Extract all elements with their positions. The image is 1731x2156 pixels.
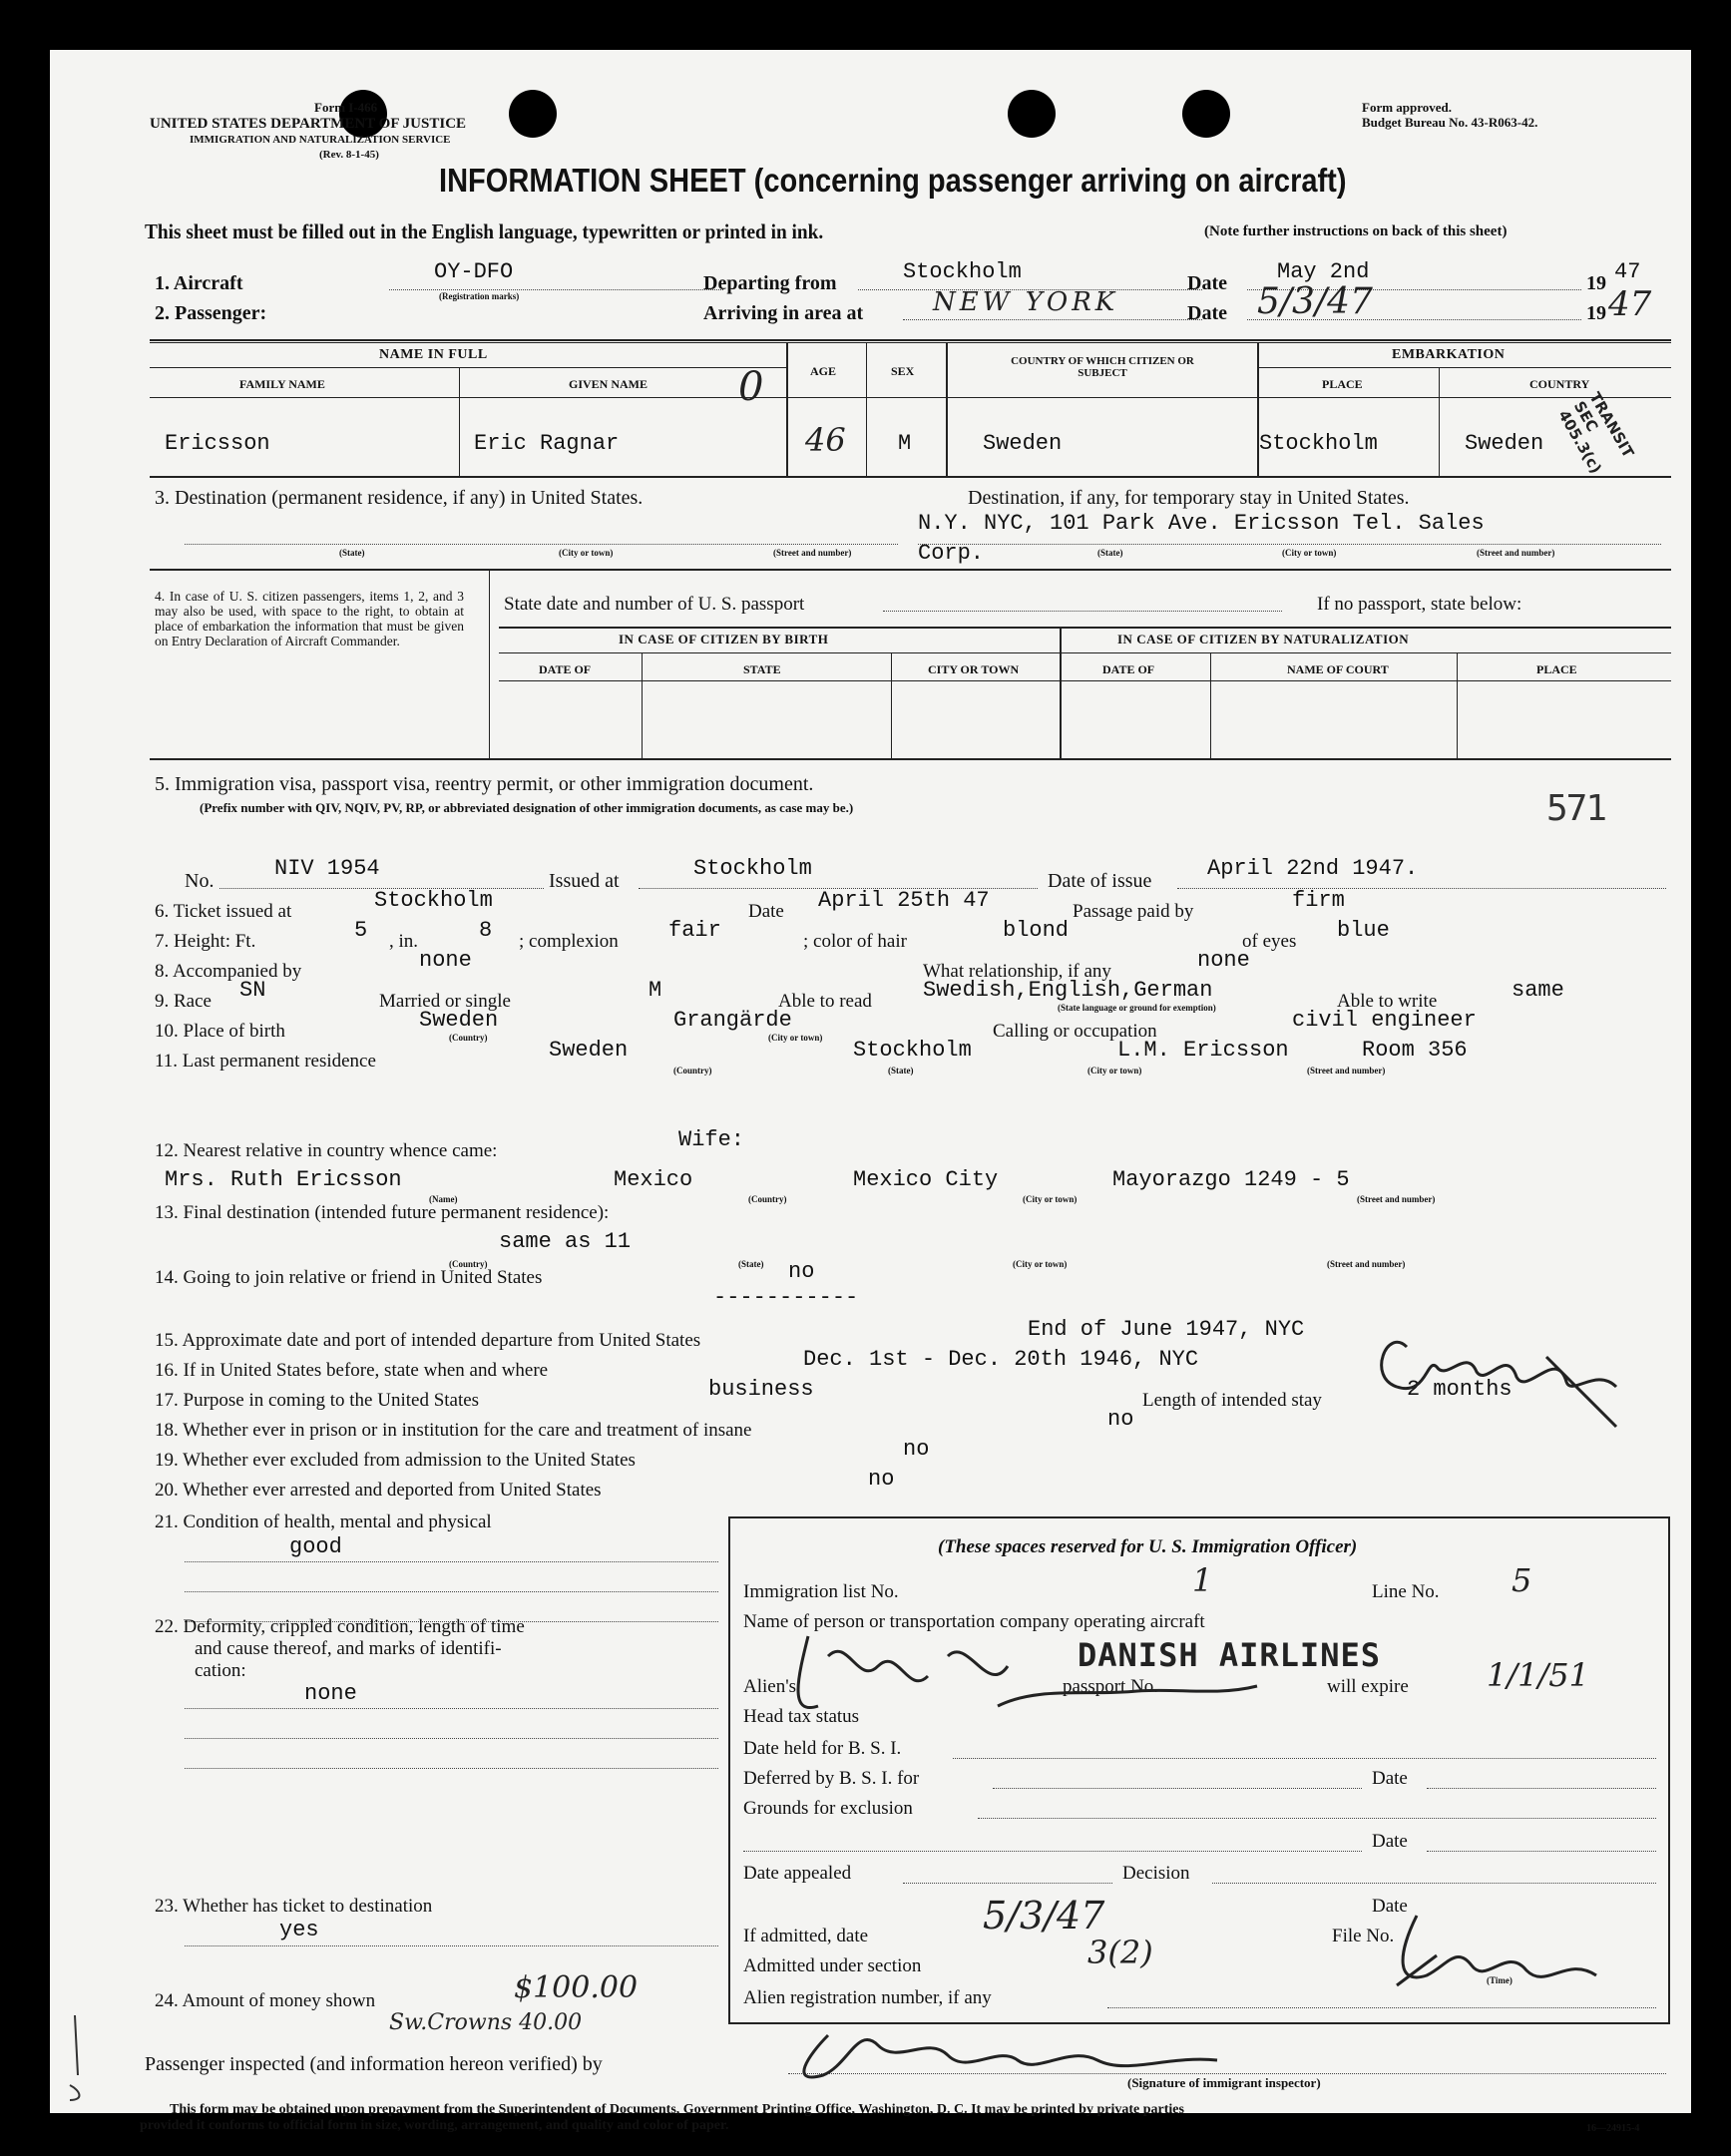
length-of-stay-label: Length of intended stay: [1142, 1390, 1322, 1411]
alien-label: Alien's: [743, 1676, 797, 1697]
family-name-header: FAMILY NAME: [239, 377, 325, 391]
head-tax-label: Head tax status: [743, 1706, 860, 1727]
hair-value: blond: [1003, 918, 1070, 943]
margin-mark: [50, 2005, 110, 2105]
item21-label: 21. Condition of health, mental and physical: [155, 1511, 492, 1532]
temp-destination-line2: Corp.: [918, 541, 985, 566]
ticket-date-label: Date: [748, 901, 784, 922]
year-value: 47: [1614, 259, 1641, 284]
embarkation-place-value: Stockholm: [1259, 431, 1378, 456]
item7-label: 7. Height: Ft.: [155, 931, 256, 952]
col-city-or-town: CITY OR TOWN: [928, 662, 1020, 676]
residence-country-caption: (Country): [673, 1066, 712, 1076]
departing-label: Departing from: [703, 272, 837, 294]
punch-hole: [1182, 90, 1230, 138]
officer-box-title: (These spaces reserved for U. S. Immigration Officer): [938, 1536, 1358, 1557]
item9-label: 9. Race: [155, 991, 212, 1012]
item10-label: 10. Place of birth: [155, 1021, 285, 1042]
name-in-full-header: NAME IN FULL: [379, 347, 488, 362]
prison-value: no: [1107, 1407, 1134, 1432]
service: IMMIGRATION AND NATURALIZATION SERVICE: [190, 134, 451, 146]
birth-city-value: Grangärde: [673, 1008, 792, 1033]
street-caption-temp: (Street and number): [1477, 548, 1555, 558]
ticket-issued-value: Stockholm: [374, 888, 493, 913]
final-city-caption: (City or town): [1013, 1259, 1068, 1269]
form-title: INFORMATION SHEET (concerning passenger arriving on aircraft): [439, 162, 1347, 199]
item6-label: 6. Ticket issued at: [155, 901, 292, 922]
officer-initials-signature: [1367, 1287, 1686, 1447]
eyes-label: of eyes: [1242, 931, 1297, 952]
join-relative-value: no: [788, 1259, 815, 1284]
birth-city-caption: (City or town): [768, 1033, 823, 1043]
language-caption: (State language or ground for exemption): [1058, 1003, 1216, 1013]
item22-label-a: 22. Deformity, crippled condition, length of time: [155, 1616, 525, 1637]
footer-line2: provided it conforms to official form in size, wording, arrangement, and quality and color of paper.: [140, 2118, 729, 2133]
aircraft-value: OY-DFO: [434, 259, 514, 284]
alien-signature-scribble: [758, 1596, 1317, 1746]
complexion-value: fair: [668, 918, 721, 943]
passage-paid-label: Passage paid by: [1073, 901, 1194, 922]
item12-label: 12. Nearest relative in country whence came:: [155, 1140, 498, 1161]
relative-street: Mayorazgo 1249 - 5: [1112, 1167, 1350, 1192]
us-passport-label: State date and number of U. S. passport: [504, 594, 805, 615]
item17-label: 17. Purpose in coming to the United States: [155, 1390, 480, 1411]
passenger-label: 2. Passenger:: [155, 302, 267, 324]
height-ft-value: 5: [354, 918, 368, 943]
item11-label: 11. Last permanent residence: [155, 1051, 376, 1072]
item19-label: 19. Whether ever excluded from admission to the United States: [155, 1450, 636, 1471]
item3-temp-label: Destination, if any, for temporary stay in United States.: [968, 487, 1410, 509]
alien-registration-label: Alien registration number, if any: [743, 1987, 992, 2008]
excluded-value: no: [903, 1437, 930, 1462]
item13-label: 13. Final destination (intended future permanent residence):: [155, 1202, 610, 1223]
final-destination-value: same as 11: [499, 1229, 632, 1254]
col-nat-date-of: DATE OF: [1102, 662, 1155, 676]
form-approved: Form approved.: [1362, 100, 1453, 115]
embarkation-country-value: Sweden: [1465, 431, 1544, 456]
passport-no-label: passport No.: [1063, 1676, 1159, 1697]
issued-at-value: Stockholm: [693, 856, 812, 881]
item3-label: 3. Destination (permanent residence, if any) in United States.: [155, 487, 644, 509]
final-country-caption: (Country): [449, 1259, 488, 1269]
final-state-caption: (State): [738, 1259, 764, 1269]
age-header: AGE: [810, 364, 837, 378]
date-of-issue-value: April 22nd 1947.: [1207, 856, 1419, 881]
race-value: SN: [239, 978, 266, 1003]
relative-name-caption: (Name): [429, 1194, 458, 1204]
money-value: $100.00: [514, 1970, 639, 2005]
relationship-value: none: [1197, 948, 1250, 973]
admitted-date-label: If admitted, date: [743, 1926, 869, 1946]
admitted-date-value: 5/3/47: [983, 1894, 1105, 1938]
join-relative-dashes: -----------: [713, 1285, 859, 1310]
footer-code: 16—24915-4: [1586, 2123, 1640, 2134]
revision: (Rev. 8-1-45): [319, 149, 379, 161]
admitted-section-value: 3(2): [1087, 1934, 1153, 1971]
departure-value: End of June 1947, NYC: [1028, 1317, 1305, 1342]
line-no-value: 5: [1512, 1561, 1532, 1599]
married-label: Married or single: [379, 991, 511, 1012]
date-label: Date: [1187, 272, 1227, 294]
age-value: 46: [805, 421, 846, 459]
handwritten-zero: 0: [738, 364, 764, 410]
held-bsi-label: Date held for B. S. I.: [743, 1738, 902, 1759]
city-caption: (City or town): [559, 548, 614, 558]
file-no-label: File No.: [1332, 1926, 1395, 1946]
immigration-list-value: 1: [1192, 1561, 1213, 1599]
temp-destination-line1: N.Y. NYC, 101 Park Ave. Ericsson Tel. Sales: [918, 511, 1485, 536]
residence-state-value: Stockholm: [853, 1038, 972, 1063]
residence-city-value: L.M. Ericsson: [1117, 1038, 1289, 1063]
arriving-label: Arriving in area at: [703, 302, 864, 324]
time-caption: (Time): [1487, 1975, 1513, 1985]
country-header: COUNTRY: [1529, 377, 1590, 391]
company-label: Name of person or transportation company operating aircraft: [743, 1611, 1205, 1632]
item18-label: 18. Whether ever in prison or in institution for the care and treatment of insane: [155, 1420, 752, 1441]
inspector-signature: [768, 2005, 1367, 2095]
admitted-section-label: Admitted under section: [743, 1955, 922, 1976]
final-street-caption: (Street and number): [1327, 1259, 1406, 1269]
able-to-write-value: same: [1512, 978, 1564, 1003]
residence-street-caption: (Street and number): [1307, 1066, 1386, 1076]
item5-prefix: (Prefix number with QIV, NQIV, PV, RP, or abbreviated designation of other immigration documents, as case may be.): [200, 800, 854, 815]
deported-value: no: [868, 1467, 895, 1492]
citizen-value: Sweden: [983, 431, 1063, 456]
place-header: PLACE: [1322, 377, 1363, 391]
citizen-birth-header: IN CASE OF CITIZEN BY BIRTH: [619, 632, 829, 647]
visa-no-label: No.: [185, 870, 215, 892]
health-value: good: [289, 1534, 342, 1559]
accompanied-value: none: [419, 948, 472, 973]
issued-at-label: Issued at: [549, 870, 620, 892]
visa-no-value: NIV 1954: [274, 856, 380, 881]
previous-visit-value: Dec. 1st - Dec. 20th 1946, NYC: [803, 1347, 1199, 1372]
department: UNITED STATES DEPARTMENT OF JUSTICE: [150, 116, 467, 132]
state-caption-temp: (State): [1097, 548, 1123, 558]
item15-label: 15. Approximate date and port of intended departure from United States: [155, 1330, 701, 1351]
file-signature: [1377, 1896, 1636, 2005]
punch-hole: [1008, 90, 1056, 138]
grounds-date-label: Date: [1372, 1831, 1408, 1852]
married-value: M: [649, 978, 662, 1003]
residence-state-caption: (State): [888, 1066, 914, 1076]
budget-bureau: Budget Bureau No. 43-R063-42.: [1362, 115, 1538, 130]
deformity-value: none: [304, 1681, 357, 1706]
relative-country-caption: (Country): [748, 1194, 787, 1204]
item8-label: 8. Accompanied by: [155, 961, 302, 982]
form-page: [50, 50, 1691, 2134]
col-state: STATE: [743, 662, 781, 676]
note: (Note further instructions on back of this sheet): [1204, 223, 1508, 239]
col-place: PLACE: [1536, 662, 1577, 676]
line-no-label: Line No.: [1372, 1581, 1440, 1602]
residence-city-caption: (City or town): [1087, 1066, 1142, 1076]
item24-label: 24. Amount of money shown: [155, 1990, 376, 2011]
departing-value: Stockholm: [903, 259, 1022, 284]
item22-label-b: and cause thereof, and marks of identifi-: [195, 1638, 502, 1659]
city-caption-temp: (City or town): [1282, 548, 1337, 558]
ticket-to-destination-value: yes: [279, 1918, 319, 1942]
citizen-header: COUNTRY OF WHICH CITIZEN OR SUBJECT: [1011, 355, 1194, 379]
item16-label: 16. If in United States before, state when and where: [155, 1360, 549, 1381]
citizen-naturalization-header: IN CASE OF CITIZEN BY NATURALIZATION: [1117, 632, 1410, 647]
arrival-year: 47: [1608, 284, 1652, 324]
residence-street-value: Room 356: [1362, 1038, 1468, 1063]
transit-stamp: TRANSIT SEC 405.3(c): [1554, 389, 1638, 477]
col-date-of: DATE OF: [539, 662, 592, 676]
relative-type: Wife:: [678, 1127, 745, 1152]
ticket-date-value: April 25th 47: [818, 888, 990, 913]
margin-number: 571: [1546, 788, 1606, 829]
hair-label: ; color of hair: [803, 931, 907, 952]
relative-city: Mexico City: [853, 1167, 999, 1192]
item5-label: 5. Immigration visa, passport visa, reentry permit, or other immigration document.: [155, 773, 814, 795]
birth-country-value: Sweden: [419, 1008, 499, 1033]
given-name-header: GIVEN NAME: [569, 377, 649, 391]
registration-caption: (Registration marks): [439, 291, 520, 301]
occupation-value: civil engineer: [1292, 1008, 1477, 1033]
item23-label: 23. Whether has ticket to destination: [155, 1896, 433, 1917]
inspected-by-label: Passenger inspected (and information hereon verified) by: [145, 2053, 603, 2075]
state-caption: (State): [339, 548, 365, 558]
height-in-label: , in.: [389, 931, 419, 952]
form-number: Form I-466: [314, 100, 378, 115]
purpose-value: business: [708, 1377, 814, 1402]
item20-label: 20. Whether ever arrested and deported from United States: [155, 1480, 602, 1501]
relative-name: Mrs. Ruth Ericsson: [165, 1167, 402, 1192]
occupation-label: Calling or occupation: [993, 1021, 1157, 1042]
length-of-stay-value: 2 months: [1407, 1377, 1513, 1402]
relationship-label: What relationship, if any: [923, 961, 1111, 982]
no-passport-label: If no passport, state below:: [1317, 594, 1522, 615]
birth-country-caption: (Country): [449, 1033, 488, 1043]
will-expire-value: 1/1/51: [1487, 1656, 1589, 1694]
passage-paid-value: firm: [1292, 888, 1345, 913]
relative-city-caption: (City or town): [1023, 1194, 1078, 1204]
item4-label: 4. In case of U. S. citizen passengers, items 1, 2, and 3 may also be used, with space to the right, to obtain at place of embarkation the information that must be given on Entry Declaration of Aircraft Commander.: [155, 589, 464, 648]
able-to-write-label: Able to write: [1337, 991, 1438, 1012]
given-name-value: Eric Ragnar: [474, 431, 620, 456]
decision-label: Decision: [1122, 1863, 1190, 1884]
aircraft-label: 1. Aircraft: [155, 272, 243, 294]
arrival-date: 5/3/47: [1257, 281, 1373, 322]
relative-country: Mexico: [614, 1167, 693, 1192]
year-prefix: 19: [1586, 272, 1606, 294]
punch-hole: [509, 90, 557, 138]
grounds-label: Grounds for exclusion: [743, 1798, 913, 1819]
arriving-value: NEW YORK: [933, 287, 1119, 317]
sex-header: SEX: [891, 364, 915, 378]
appealed-label: Date appealed: [743, 1863, 852, 1884]
col-name-of-court: NAME OF COURT: [1287, 662, 1389, 676]
relative-street-caption: (Street and number): [1357, 1194, 1436, 1204]
immigration-list-label: Immigration list No.: [743, 1581, 899, 1602]
sex-value: M: [898, 431, 912, 456]
appeal-date-label: Date: [1372, 1896, 1408, 1917]
inspector-signature-caption: (Signature of immigrant inspector): [1127, 2075, 1321, 2090]
deferred-label: Deferred by B. S. I. for: [743, 1768, 920, 1789]
money-crowns-value: Sw.Crowns 40.00: [389, 2010, 583, 2035]
company-stamp: DANISH AIRLINES: [1078, 1636, 1381, 1674]
embarkation-header: EMBARKATION: [1392, 347, 1506, 362]
arrival-date-label: Date: [1187, 302, 1227, 324]
will-expire-label: will expire: [1327, 1676, 1409, 1697]
instructions: This sheet must be filled out in the English language, typewritten or printed in ink.: [145, 219, 824, 243]
item14-label: 14. Going to join relative or friend in United States: [155, 1267, 543, 1288]
deferred-date-label: Date: [1372, 1768, 1408, 1789]
footer-line1: This form may be obtained upon prepayment from the Superintendent of Documents, Government Printing Office, Washington, D. C. It may be printed by private parties: [170, 2102, 1184, 2117]
complexion-label: ; complexion: [519, 931, 619, 952]
height-in-value: 8: [479, 918, 493, 943]
date-of-issue-label: Date of issue: [1048, 870, 1152, 892]
street-caption: (Street and number): [773, 548, 852, 558]
departure-date: May 2nd: [1277, 259, 1370, 284]
item22-label-c: cation:: [195, 1660, 246, 1681]
able-to-read-value: Swedish,English,German: [923, 978, 1213, 1003]
arrival-year-prefix: 19: [1586, 302, 1606, 324]
residence-country-value: Sweden: [549, 1038, 629, 1063]
family-name-value: Ericsson: [165, 431, 270, 456]
able-to-read-label: Able to read: [778, 991, 872, 1012]
eyes-value: blue: [1337, 918, 1390, 943]
